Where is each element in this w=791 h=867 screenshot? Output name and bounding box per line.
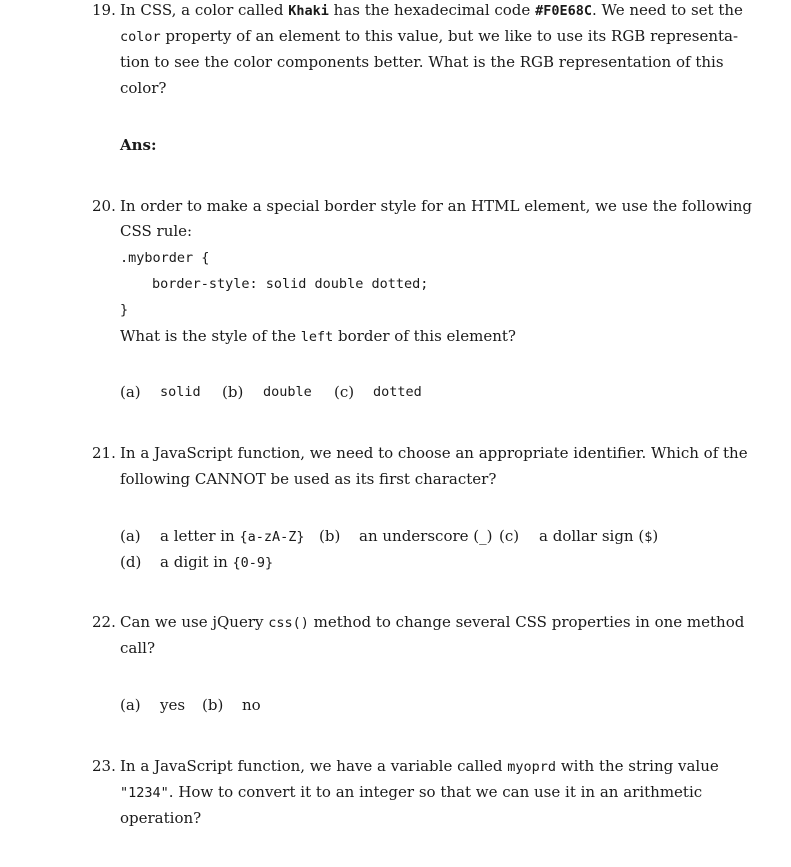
option-label: (a) (120, 696, 141, 714)
question-number: 23. (92, 757, 116, 775)
question-text-line: CSS rule: (120, 222, 193, 240)
question-number: 19. (92, 1, 116, 19)
option-text: solid (160, 384, 201, 400)
question-text-line: operation? (120, 809, 202, 827)
code-line: } (120, 302, 129, 318)
question-text-line: color property of an element to this value, but we like to use its RGB representa- (120, 27, 739, 45)
option-text: yes (160, 696, 186, 714)
question-text-line: tion to see the color components better. What is the RGB representation of this (120, 53, 724, 71)
option-text: no (242, 696, 261, 714)
option-text: a digit in {0-9} (160, 553, 274, 571)
question-number: 21. (92, 444, 116, 462)
question-text-line: color? (120, 79, 167, 97)
question-text-line: In CSS, a color called Khaki has the hexadecimal code #F0E68C. We need to set the (120, 1, 743, 19)
question-text-line: following CANNOT be used as its first character? (120, 470, 497, 488)
option-label: (d) (120, 553, 142, 571)
question-number: 22. (92, 613, 116, 631)
option-label: (a) (120, 527, 141, 545)
option-label: (b) (319, 527, 341, 545)
option-text: a dollar sign ($) (539, 527, 659, 545)
question-text-line: Can we use jQuery css() method to change several CSS properties in one method (120, 613, 745, 631)
question-text-line: In a JavaScript function, we have a variable called myoprd with the string value (120, 757, 719, 775)
answer-label: Ans: (120, 136, 157, 154)
option-label: (b) (222, 383, 244, 401)
code-line: .myborder { (120, 250, 210, 266)
question-number: 20. (92, 197, 116, 215)
question-text-line: What is the style of the left border of this element? (120, 327, 516, 345)
code-line: border-style: solid double dotted; (152, 276, 429, 292)
option-text: an underscore (_) (359, 527, 493, 545)
option-text: double (263, 384, 312, 400)
option-label: (b) (202, 696, 224, 714)
question-text-line: In a JavaScript function, we need to choose an appropriate identifier. Which of the (120, 444, 748, 462)
option-label: (a) (120, 383, 141, 401)
question-text-line: "1234". How to convert it to an integer so that we can use it in an arithmetic (120, 783, 703, 801)
option-label: (c) (334, 383, 355, 401)
option-text: a letter in {a-zA-Z} (160, 527, 305, 545)
question-text-line: In order to make a special border style for an HTML element, we use the following (120, 197, 753, 215)
option-text: dotted (373, 384, 422, 400)
question-text-line: call? (120, 639, 155, 657)
option-label: (c) (499, 527, 520, 545)
